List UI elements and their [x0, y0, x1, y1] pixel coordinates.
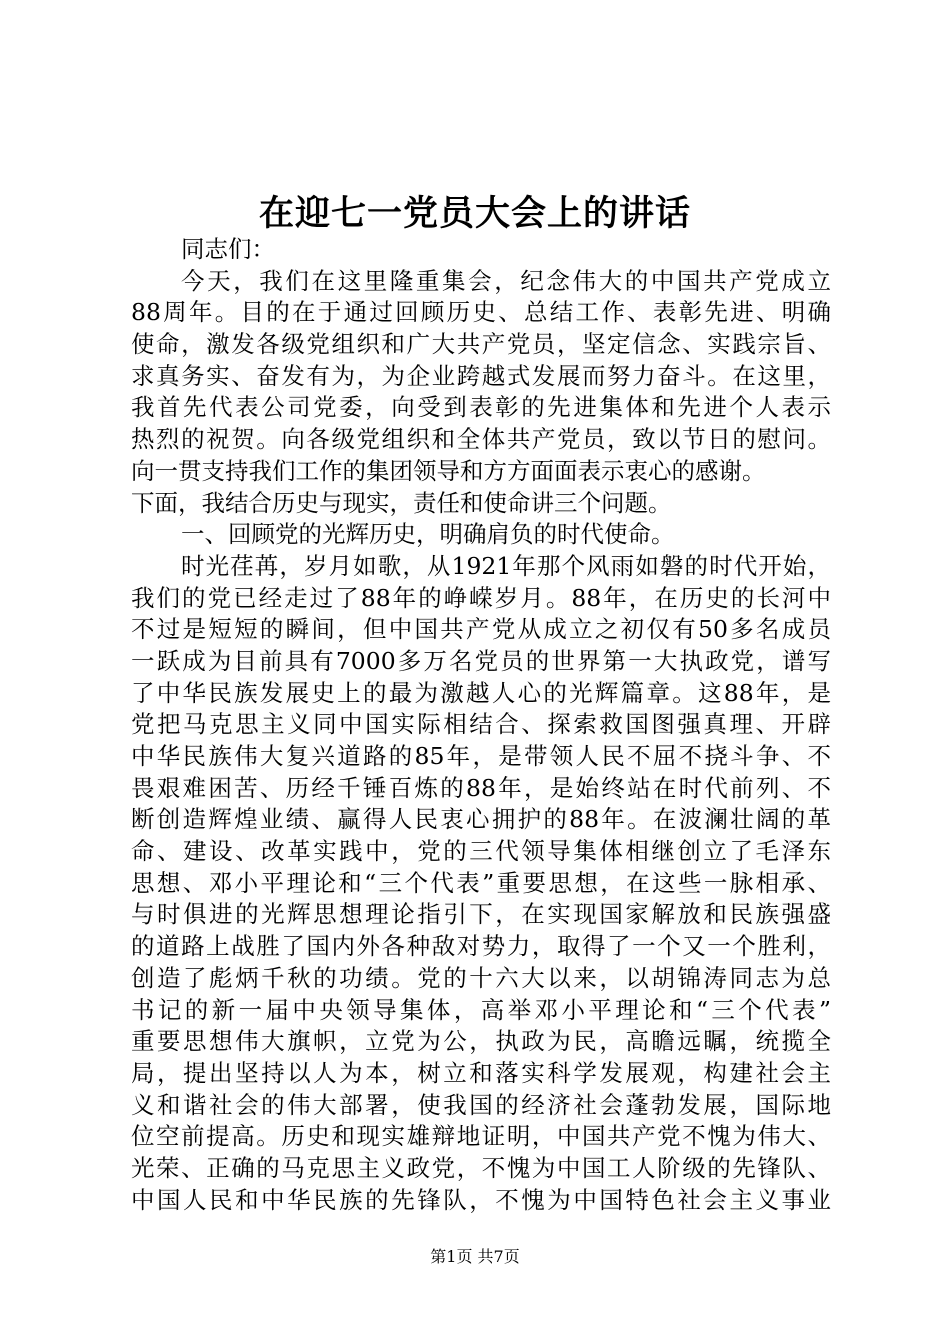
section-heading: 一、回顾党的光辉历史，明确肩负的时代使命。 — [181, 520, 675, 549]
paragraph-line: 局，提出坚持以人为本，树立和落实科学发展观，构建社会主 — [131, 1058, 831, 1087]
paragraph-line: 时光荏苒，岁月如歌，从1921年那个风雨如磐的时代开始， — [181, 551, 831, 580]
paragraph-line: 我们的党已经走过了88年的峥嵘岁月。88年，在历史的长河中 — [131, 583, 831, 612]
salutation-line: 同志们： — [181, 235, 275, 263]
paragraph-line: 思想、邓小平理论和“三个代表”重要思想，在这些一脉相承、 — [131, 868, 831, 897]
paragraph-line: 下面，我结合历史与现实，责任和使命讲三个问题。 — [131, 488, 672, 517]
paragraph-line: 创造了彪炳千秋的功绩。党的十六大以来，以胡锦涛同志为总 — [131, 963, 831, 992]
paragraph-line: 一跃成为目前具有7000多万名党员的世界第一大执政党，谱写 — [131, 646, 831, 675]
paragraph-line: 不过是短短的瞬间，但中国共产党从成立之初仅有50多名成员 — [131, 615, 831, 644]
paragraph-line: 党把马克思主义同中国实际相结合、探索救国图强真理、开辟 — [131, 710, 831, 739]
paragraph-line: 热烈的祝贺。向各级党组织和全体共产党员，致以节日的慰问。 — [131, 425, 831, 454]
paragraph-line: 位空前提高。历史和现实雄辩地证明，中国共产党不愧为伟大、 — [131, 1122, 831, 1151]
paragraph-line: 中国人民和中华民族的先锋队，不愧为中国特色社会主义事业 — [131, 1185, 831, 1214]
paragraph-line: 义和谐社会的伟大部署，使我国的经济社会蓬勃发展，国际地 — [131, 1090, 831, 1119]
paragraph-line: 使命，激发各级党组织和广大共产党员，坚定信念、实践宗旨、 — [131, 330, 831, 359]
paragraph-line: 书记的新一届中央领导集体，高举邓小平理论和“三个代表” — [131, 995, 831, 1024]
paragraph-line: 求真务实、奋发有为，为企业跨越式发展而努力奋斗。在这里， — [131, 361, 831, 390]
paragraph-line: 与时俱进的光辉思想理论指引下，在实现国家解放和民族强盛 — [131, 900, 831, 929]
paragraph-line: 了中华民族发展史上的最为激越人心的光辉篇章。这88年，是 — [131, 678, 831, 707]
paragraph-line: 今天，我们在这里隆重集会，纪念伟大的中国共产党成立 — [181, 266, 831, 295]
paragraph-line: 光荣、正确的马克思主义政党，不愧为中国工人阶级的先锋队、 — [131, 1153, 831, 1182]
paragraph-line: 畏艰难困苦、历经千锤百炼的88年，是始终站在时代前列、不 — [131, 773, 831, 802]
paragraph-line: 重要思想伟大旗帜，立党为公，执政为民，高瞻远瞩，统揽全 — [131, 1027, 831, 1056]
paragraph-line: 我首先代表公司党委，向受到表彰的先进集体和先进个人表示 — [131, 393, 831, 422]
page-number-footer: 第1页 共7页 — [430, 1247, 520, 1266]
paragraph-line: 向一贯支持我们工作的集团领导和方方面面表示衷心的感谢。 — [131, 456, 766, 485]
document-title: 在迎七一党员大会上的讲话 — [258, 193, 691, 234]
paragraph-line: 中华民族伟大复兴道路的85年，是带领人民不屈不挠斗争、不 — [131, 742, 831, 770]
paragraph-line: 的道路上战胜了国内外各种敌对势力，取得了一个又一个胜利， — [131, 932, 831, 961]
paragraph-line: 断创造辉煌业绩、赢得人民衷心拥护的88年。在波澜壮阔的革 — [131, 805, 831, 834]
document-body — [131, 234, 831, 1216]
paragraph-line: 命、建设、改革实践中，党的三代领导集体相继创立了毛泽东 — [131, 837, 831, 866]
paragraph-line: 88周年。目的在于通过回顾历史、总结工作、表彰先进、明确 — [131, 298, 831, 327]
